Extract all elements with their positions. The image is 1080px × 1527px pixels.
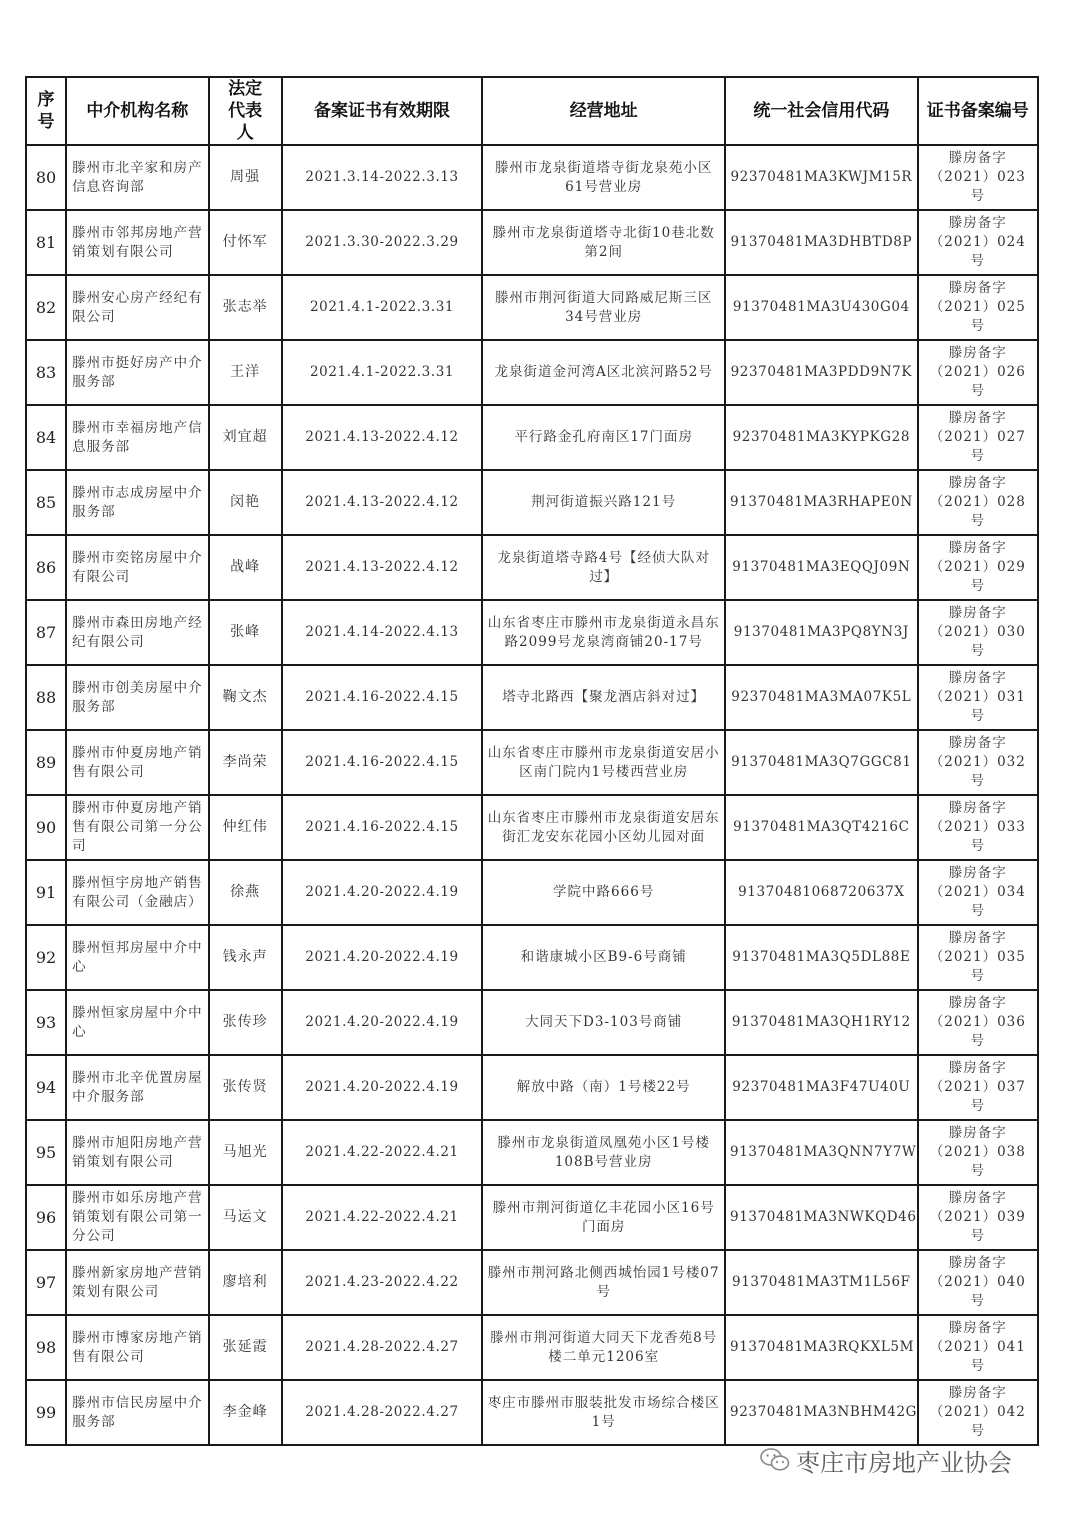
cell-validity-period: 2021.4.20-2022.4.19 — [282, 860, 483, 925]
cell-agency-name: 滕州市北辛家和房产信息咨询部 — [66, 145, 208, 210]
cell-seq: 95 — [26, 1120, 66, 1185]
cell-validity-period: 2021.4.1-2022.3.31 — [282, 275, 483, 340]
cell-agency-name: 滕州市挺好房产中介服务部 — [66, 340, 208, 405]
cell-cert-number: 滕房备字（2021）033号 — [918, 795, 1038, 860]
cell-cert-number: 滕房备字（2021）029号 — [918, 535, 1038, 600]
cell-business-address: 滕州市荆河街道大同路威尼斯三区34号营业房 — [482, 275, 725, 340]
table-row — [26, 405, 1038, 470]
table-row — [26, 470, 1038, 535]
cell-seq: 86 — [26, 535, 66, 600]
cell-seq: 80 — [26, 145, 66, 210]
cell-cert-number: 滕房备字（2021）028号 — [918, 470, 1038, 535]
cell-validity-period: 2021.4.13-2022.4.12 — [282, 405, 483, 470]
cell-cert-number: 滕房备字（2021）025号 — [918, 275, 1038, 340]
cell-legal-rep: 马旭光 — [209, 1120, 282, 1185]
cell-validity-period: 2021.3.30-2022.3.29 — [282, 210, 483, 275]
table-body — [26, 145, 1038, 1445]
cell-legal-rep: 刘宜超 — [209, 405, 282, 470]
watermark-text: 枣庄市房地产业协会 — [796, 1448, 1012, 1477]
header-credit-code: 统一社会信用代码 — [725, 77, 918, 145]
table-row — [26, 1120, 1038, 1185]
cell-seq: 97 — [26, 1250, 66, 1315]
table-row — [26, 1250, 1038, 1315]
cell-cert-number: 滕房备字（2021）027号 — [918, 405, 1038, 470]
cell-validity-period: 2021.4.16-2022.4.15 — [282, 730, 483, 795]
cell-credit-code: 91370481MA3QNN7Y7W — [725, 1120, 918, 1185]
cell-cert-number: 滕房备字（2021）035号 — [918, 925, 1038, 990]
cell-seq: 83 — [26, 340, 66, 405]
cell-credit-code: 91370481MA3QT4216C — [725, 795, 918, 860]
cell-business-address: 学院中路666号 — [482, 860, 725, 925]
cell-agency-name: 滕州市仲夏房地产销售有限公司 — [66, 730, 208, 795]
cell-seq: 93 — [26, 990, 66, 1055]
cell-business-address: 龙泉街道塔寺路4号【经侦大队对过】 — [482, 535, 725, 600]
cell-validity-period: 2021.4.16-2022.4.15 — [282, 665, 483, 730]
cell-agency-name: 滕州恒家房屋中介中心 — [66, 990, 208, 1055]
cell-legal-rep: 张延霞 — [209, 1315, 282, 1380]
cell-legal-rep: 闵艳 — [209, 470, 282, 535]
cell-legal-rep: 张峰 — [209, 600, 282, 665]
cell-cert-number: 滕房备字（2021）026号 — [918, 340, 1038, 405]
cell-agency-name: 滕州恒邦房屋中介中心 — [66, 925, 208, 990]
cell-legal-rep: 钱永声 — [209, 925, 282, 990]
table-row — [26, 925, 1038, 990]
cell-seq: 99 — [26, 1380, 66, 1445]
cell-legal-rep: 鞠文杰 — [209, 665, 282, 730]
cell-cert-number: 滕房备字（2021）037号 — [918, 1055, 1038, 1120]
cell-legal-rep: 付怀军 — [209, 210, 282, 275]
cell-cert-number: 滕房备字（2021）032号 — [918, 730, 1038, 795]
cell-business-address: 龙泉街道金河湾A区北滨河路52号 — [482, 340, 725, 405]
cell-validity-period: 2021.4.20-2022.4.19 — [282, 990, 483, 1055]
cell-credit-code: 91370481MA3PQ8YN3J — [725, 600, 918, 665]
cell-legal-rep: 战峰 — [209, 535, 282, 600]
table-row — [26, 1315, 1038, 1380]
cell-business-address: 滕州市荆河路北侧西城怡园1号楼07号 — [482, 1250, 725, 1315]
wechat-icon — [760, 1447, 790, 1473]
cell-seq: 85 — [26, 470, 66, 535]
header-validity-period: 备案证书有效期限 — [282, 77, 483, 145]
cell-legal-rep: 马运文 — [209, 1185, 282, 1250]
cell-credit-code: 91370481MA3NWKQD46 — [725, 1185, 918, 1250]
cell-agency-name: 滕州市信民房屋中介服务部 — [66, 1380, 208, 1445]
cell-seq: 98 — [26, 1315, 66, 1380]
cell-business-address: 塔寺北路西【聚龙酒店斜对过】 — [482, 665, 725, 730]
registry-table-wrapper — [25, 76, 1039, 1446]
table-row — [26, 730, 1038, 795]
cell-validity-period: 2021.4.13-2022.4.12 — [282, 535, 483, 600]
table-row — [26, 1380, 1038, 1445]
cell-seq: 82 — [26, 275, 66, 340]
cell-credit-code: 91370481068720637X — [725, 860, 918, 925]
cell-seq: 90 — [26, 795, 66, 860]
cell-agency-name: 滕州市仲夏房地产销售有限公司第一分公司 — [66, 795, 208, 860]
cell-seq: 81 — [26, 210, 66, 275]
cell-business-address: 平行路金孔府南区17门面房 — [482, 405, 725, 470]
cell-credit-code: 91370481MA3TM1L56F — [725, 1250, 918, 1315]
cell-legal-rep: 张传珍 — [209, 990, 282, 1055]
cell-seq: 88 — [26, 665, 66, 730]
table-row — [26, 535, 1038, 600]
cell-credit-code: 91370481MA3EQQJ09N — [725, 535, 918, 600]
cell-credit-code: 91370481MA3DHBTD8P — [725, 210, 918, 275]
header-legal-rep: 法定代表人 — [209, 77, 282, 145]
cell-validity-period: 2021.4.23-2022.4.22 — [282, 1250, 483, 1315]
cell-legal-rep: 仲红伟 — [209, 795, 282, 860]
cell-legal-rep: 李尚荣 — [209, 730, 282, 795]
cell-agency-name: 滕州市如乐房地产营销策划有限公司第一分公司 — [66, 1185, 208, 1250]
table-row — [26, 275, 1038, 340]
cell-seq: 89 — [26, 730, 66, 795]
cell-credit-code: 92370481MA3PDD9N7K — [725, 340, 918, 405]
cell-validity-period: 2021.4.28-2022.4.27 — [282, 1315, 483, 1380]
cell-credit-code: 91370481MA3Q5DL88E — [725, 925, 918, 990]
cell-business-address: 滕州市荆河街道亿丰花园小区16号门面房 — [482, 1185, 725, 1250]
cell-validity-period: 2021.4.20-2022.4.19 — [282, 925, 483, 990]
cell-cert-number: 滕房备字（2021）034号 — [918, 860, 1038, 925]
table-row — [26, 600, 1038, 665]
cell-business-address: 山东省枣庄市滕州市龙泉街道永昌东路2099号龙泉湾商铺20-17号 — [482, 600, 725, 665]
cell-business-address: 滕州市龙泉街道凤凰苑小区1号楼108B号营业房 — [482, 1120, 725, 1185]
cell-credit-code: 91370481MA3RHAPE0N — [725, 470, 918, 535]
cell-validity-period: 2021.4.1-2022.3.31 — [282, 340, 483, 405]
cell-legal-rep: 徐燕 — [209, 860, 282, 925]
cell-business-address: 山东省枣庄市滕州市龙泉街道安居东街汇龙安东花园小区幼儿园对面 — [482, 795, 725, 860]
cell-cert-number: 滕房备字（2021）039号 — [918, 1185, 1038, 1250]
cell-legal-rep: 廖培利 — [209, 1250, 282, 1315]
cell-validity-period: 2021.4.20-2022.4.19 — [282, 1055, 483, 1120]
table-row — [26, 860, 1038, 925]
cell-cert-number: 滕房备字（2021）040号 — [918, 1250, 1038, 1315]
table-row — [26, 795, 1038, 860]
cell-seq: 94 — [26, 1055, 66, 1120]
cell-credit-code: 92370481MA3NBHM42G — [725, 1380, 918, 1445]
cell-credit-code: 92370481MA3KWJM15R — [725, 145, 918, 210]
table-row — [26, 1185, 1038, 1250]
cell-agency-name: 滕州恒宇房地产销售有限公司（金融店） — [66, 860, 208, 925]
cell-business-address: 滕州市荆河街道大同天下龙香苑8号楼二单元1206室 — [482, 1315, 725, 1380]
cell-legal-rep: 周强 — [209, 145, 282, 210]
header-agency-name: 中介机构名称 — [66, 77, 208, 145]
cell-business-address: 枣庄市滕州市服装批发市场综合楼区1号 — [482, 1380, 725, 1445]
cell-cert-number: 滕房备字（2021）030号 — [918, 600, 1038, 665]
cell-agency-name: 滕州市志成房屋中介服务部 — [66, 470, 208, 535]
cell-cert-number: 滕房备字（2021）038号 — [918, 1120, 1038, 1185]
cell-credit-code: 92370481MA3KYPKG28 — [725, 405, 918, 470]
cell-credit-code: 92370481MA3MA07K5L — [725, 665, 918, 730]
cell-seq: 92 — [26, 925, 66, 990]
cell-cert-number: 滕房备字（2021）036号 — [918, 990, 1038, 1055]
cell-legal-rep: 李金峰 — [209, 1380, 282, 1445]
cell-business-address: 山东省枣庄市滕州市龙泉街道安居小区南门院内1号楼西营业房 — [482, 730, 725, 795]
cell-validity-period: 2021.4.16-2022.4.15 — [282, 795, 483, 860]
cell-agency-name: 滕州新家房地产营销策划有限公司 — [66, 1250, 208, 1315]
cell-business-address: 滕州市龙泉街道塔寺北街10巷北数第2间 — [482, 210, 725, 275]
cell-seq: 96 — [26, 1185, 66, 1250]
cell-credit-code: 91370481MA3Q7GGC81 — [725, 730, 918, 795]
cell-seq: 87 — [26, 600, 66, 665]
table-row — [26, 340, 1038, 405]
cell-cert-number: 滕房备字（2021）042号 — [918, 1380, 1038, 1445]
cell-validity-period: 2021.4.28-2022.4.27 — [282, 1380, 483, 1445]
table-row — [26, 145, 1038, 210]
table-row — [26, 990, 1038, 1055]
header-seq: 序号 — [26, 77, 66, 145]
cell-business-address: 和谐康城小区B9-6号商铺 — [482, 925, 725, 990]
cell-agency-name: 滕州市博家房地产销售有限公司 — [66, 1315, 208, 1380]
cell-agency-name: 滕州市邻邦房地产营销策划有限公司 — [66, 210, 208, 275]
cell-legal-rep: 张传贤 — [209, 1055, 282, 1120]
cell-cert-number: 滕房备字（2021）031号 — [918, 665, 1038, 730]
cell-credit-code: 91370481MA3U430G04 — [725, 275, 918, 340]
cell-business-address: 大同天下D3-103号商铺 — [482, 990, 725, 1055]
cell-validity-period: 2021.4.22-2022.4.21 — [282, 1120, 483, 1185]
table-header-row — [26, 77, 1038, 145]
table-row — [26, 1055, 1038, 1120]
cell-validity-period: 2021.4.13-2022.4.12 — [282, 470, 483, 535]
header-cert-number: 证书备案编号 — [918, 77, 1038, 145]
cell-legal-rep: 王洋 — [209, 340, 282, 405]
cell-validity-period: 2021.4.14-2022.4.13 — [282, 600, 483, 665]
cell-agency-name: 滕州市森田房地产经纪有限公司 — [66, 600, 208, 665]
cell-business-address: 解放中路（南）1号楼22号 — [482, 1055, 725, 1120]
cell-seq: 84 — [26, 405, 66, 470]
cell-agency-name: 滕州市奕铭房屋中介有限公司 — [66, 535, 208, 600]
cell-cert-number: 滕房备字（2021）041号 — [918, 1315, 1038, 1380]
cell-agency-name: 滕州市幸福房地产信息服务部 — [66, 405, 208, 470]
cell-agency-name: 滕州市创美房屋中介服务部 — [66, 665, 208, 730]
cell-seq: 91 — [26, 860, 66, 925]
cell-validity-period: 2021.4.22-2022.4.21 — [282, 1185, 483, 1250]
cell-credit-code: 91370481MA3QH1RY12 — [725, 990, 918, 1055]
watermark — [760, 1440, 1012, 1480]
cell-validity-period: 2021.3.14-2022.3.13 — [282, 145, 483, 210]
cell-legal-rep: 张志举 — [209, 275, 282, 340]
cell-cert-number: 滕房备字（2021）024号 — [918, 210, 1038, 275]
cell-business-address: 滕州市龙泉街道塔寺街龙泉苑小区61号营业房 — [482, 145, 725, 210]
cell-agency-name: 滕州安心房产经纪有限公司 — [66, 275, 208, 340]
cell-agency-name: 滕州市旭阳房地产营销策划有限公司 — [66, 1120, 208, 1185]
cell-agency-name: 滕州市北辛优置房屋中介服务部 — [66, 1055, 208, 1120]
cell-credit-code: 92370481MA3F47U40U — [725, 1055, 918, 1120]
cell-cert-number: 滕房备字（2021）023号 — [918, 145, 1038, 210]
registry-table — [25, 76, 1039, 1446]
cell-business-address: 荆河街道振兴路121号 — [482, 470, 725, 535]
table-row — [26, 665, 1038, 730]
cell-credit-code: 91370481MA3RQKXL5M — [725, 1315, 918, 1380]
table-row — [26, 210, 1038, 275]
header-business-address: 经营地址 — [482, 77, 725, 145]
